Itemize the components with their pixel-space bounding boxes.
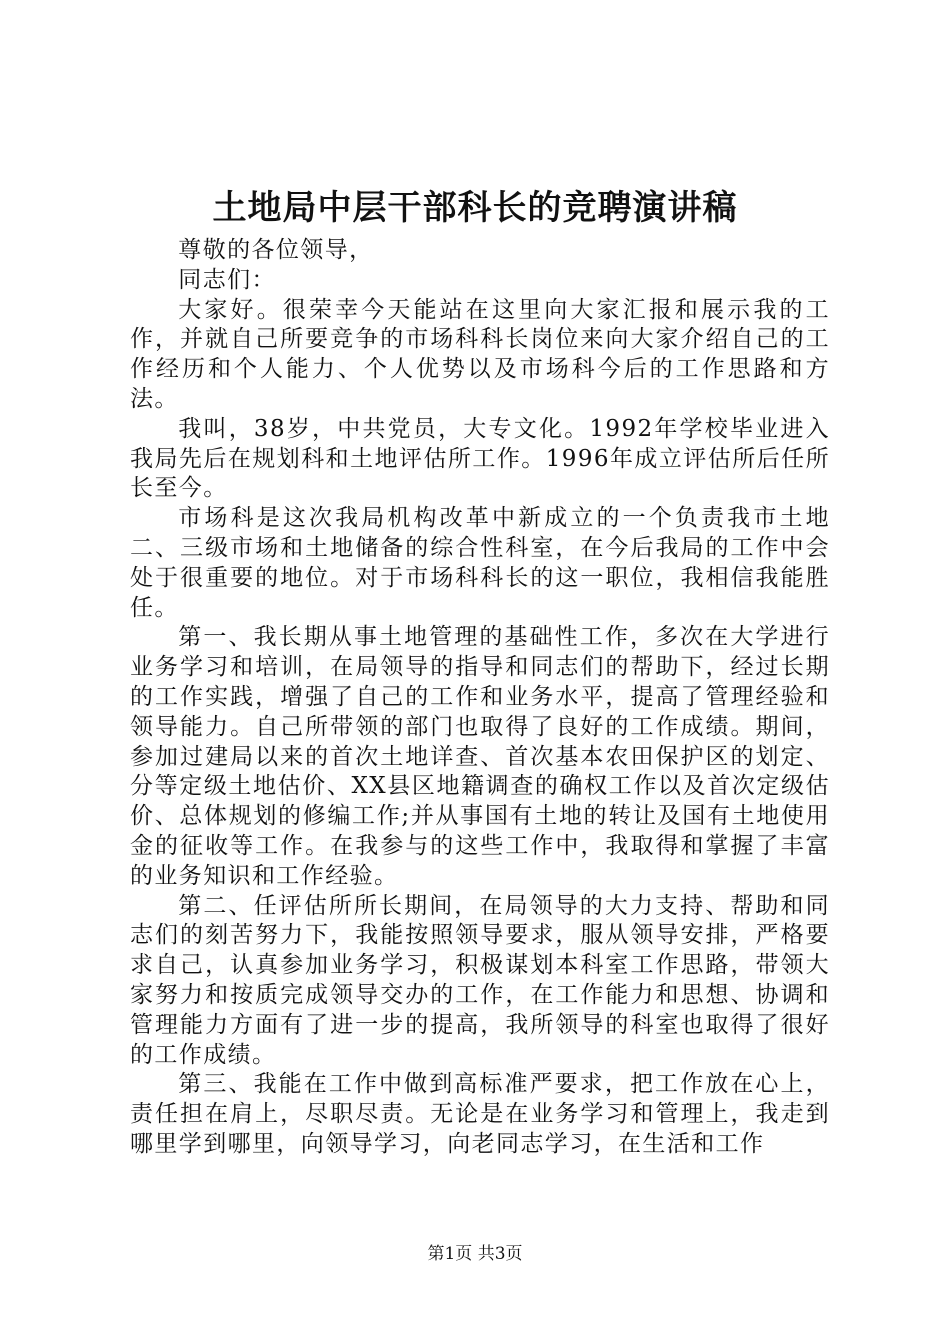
document-title: 土地局中层干部科长的竞聘演讲稿 xyxy=(212,188,738,228)
body-paragraph: 第二、任评估所所长期间，在局领导的大力支持、帮助和同志们的刻苦努力下，我能按照领导要求，服从领导安排，严格要求自己，认真参加业务学习，积极谋划本科室工作思路，带领大家努力和按质完成领导交办的工作，在工作能力和思想、协调和管理能力方面有了进一步的提高，我所领导的科室也取得了很好的工作成绩。 xyxy=(130,892,830,1068)
body-paragraph: 市场科是这次我局机构改革中新成立的一个负责我市土地二、三级市场和土地储备的综合性科室，在今后我局的工作中会处于很重要的地位。对于市场科科长的这一职位，我相信我能胜任。 xyxy=(130,505,830,621)
page-number-footer: 第1页 共3页 xyxy=(427,1244,523,1264)
body-paragraph: 大家好。很荣幸今天能站在这里向大家汇报和展示我的工作，并就自己所要竞争的市场科科长岗位来向大家介绍自己的工作经历和个人能力、个人优势以及市场科今后的工作思路和方法。 xyxy=(130,296,830,412)
salutation-line: 同志们： xyxy=(178,266,276,293)
body-paragraph: 第一、我长期从事土地管理的基础性工作，多次在大学进行业务学习和培训，在局领导的指导和同志们的帮助下，经过长期的工作实践，增强了自己的工作和业务水平，提高了管理经验和领导能力。自己所带领的部门也取得了良好的工作成绩。期间，参加过建局以来的首次土地详查、首次基本农田保护区的划定、分等定级土地估价、XX县区地籍调查的确权工作以及首次定级估价、总体规划的修编工作;并从事国有土地的转让及国有土地使用金的征收等工作。在我参与的这些工作中，我取得和掌握了丰富的业务知识和工作经验。 xyxy=(130,624,830,889)
document-body xyxy=(130,236,830,1160)
salutation-line: 尊敬的各位领导， xyxy=(178,237,374,263)
body-paragraph: 我叫，38岁，中共党员，大专文化。1992年学校毕业进入我局先后在规划科和土地评估所工作。1996年成立评估所后任所长至今。 xyxy=(130,415,830,502)
body-paragraph: 第三、我能在工作中做到高标准严要求，把工作放在心上，责任担在肩上，尽职尽责。无论是在业务学习和管理上，我走到哪里学到哪里，向领导学习，向老同志学习，在生活和工作 xyxy=(130,1071,830,1157)
